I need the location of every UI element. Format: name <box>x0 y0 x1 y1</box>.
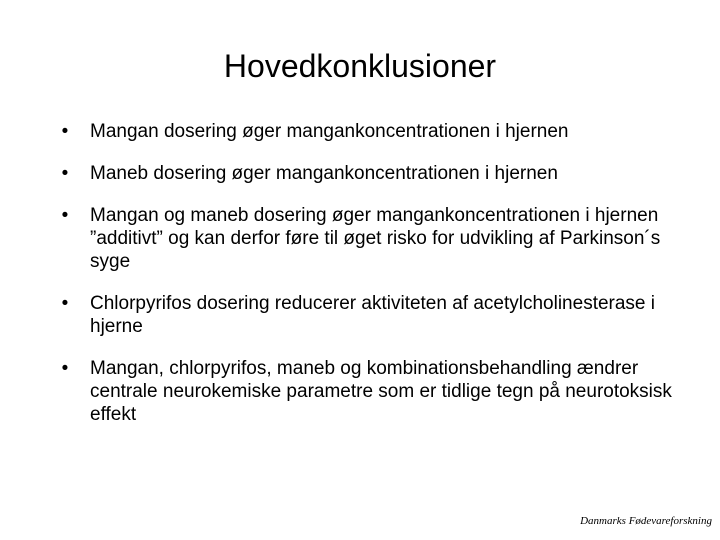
bullet-item <box>58 292 678 338</box>
bullet-text: Maneb dosering øger mangankoncentrationen i hjernen <box>90 163 558 184</box>
slide-title: Hovedkonklusioner <box>223 48 497 84</box>
footer-organization: Danmarks Fødevareforskning <box>580 515 712 527</box>
bullet-icon: • <box>61 121 69 142</box>
bullet-text: Mangan dosering øger mangankoncentrationen i hjernen <box>90 121 569 142</box>
bullet-item <box>58 120 678 143</box>
bullet-icon: • <box>61 205 69 226</box>
bullet-list <box>58 120 678 445</box>
bullet-text: Mangan, chlorpyrifos, maneb og kombinationsbehandling ændrer centrale neurokemiske parametre som er tidlige tegn på neurotoksisk effekt <box>90 358 672 425</box>
bullet-text: Chlorpyrifos dosering reducerer aktiviteten af acetylcholinesterase i hjerne <box>90 293 655 337</box>
bullet-icon: • <box>61 163 69 184</box>
bullet-icon: • <box>61 358 69 379</box>
bullet-item <box>58 162 678 185</box>
bullet-icon: • <box>61 293 69 314</box>
bullet-item <box>58 357 678 426</box>
bullet-item <box>58 204 678 273</box>
bullet-text: Mangan og maneb dosering øger mangankoncentrationen i hjernen ”additivt” og kan derfor føre til øget risko for udvikling af Parkinson´s syge <box>90 205 661 272</box>
